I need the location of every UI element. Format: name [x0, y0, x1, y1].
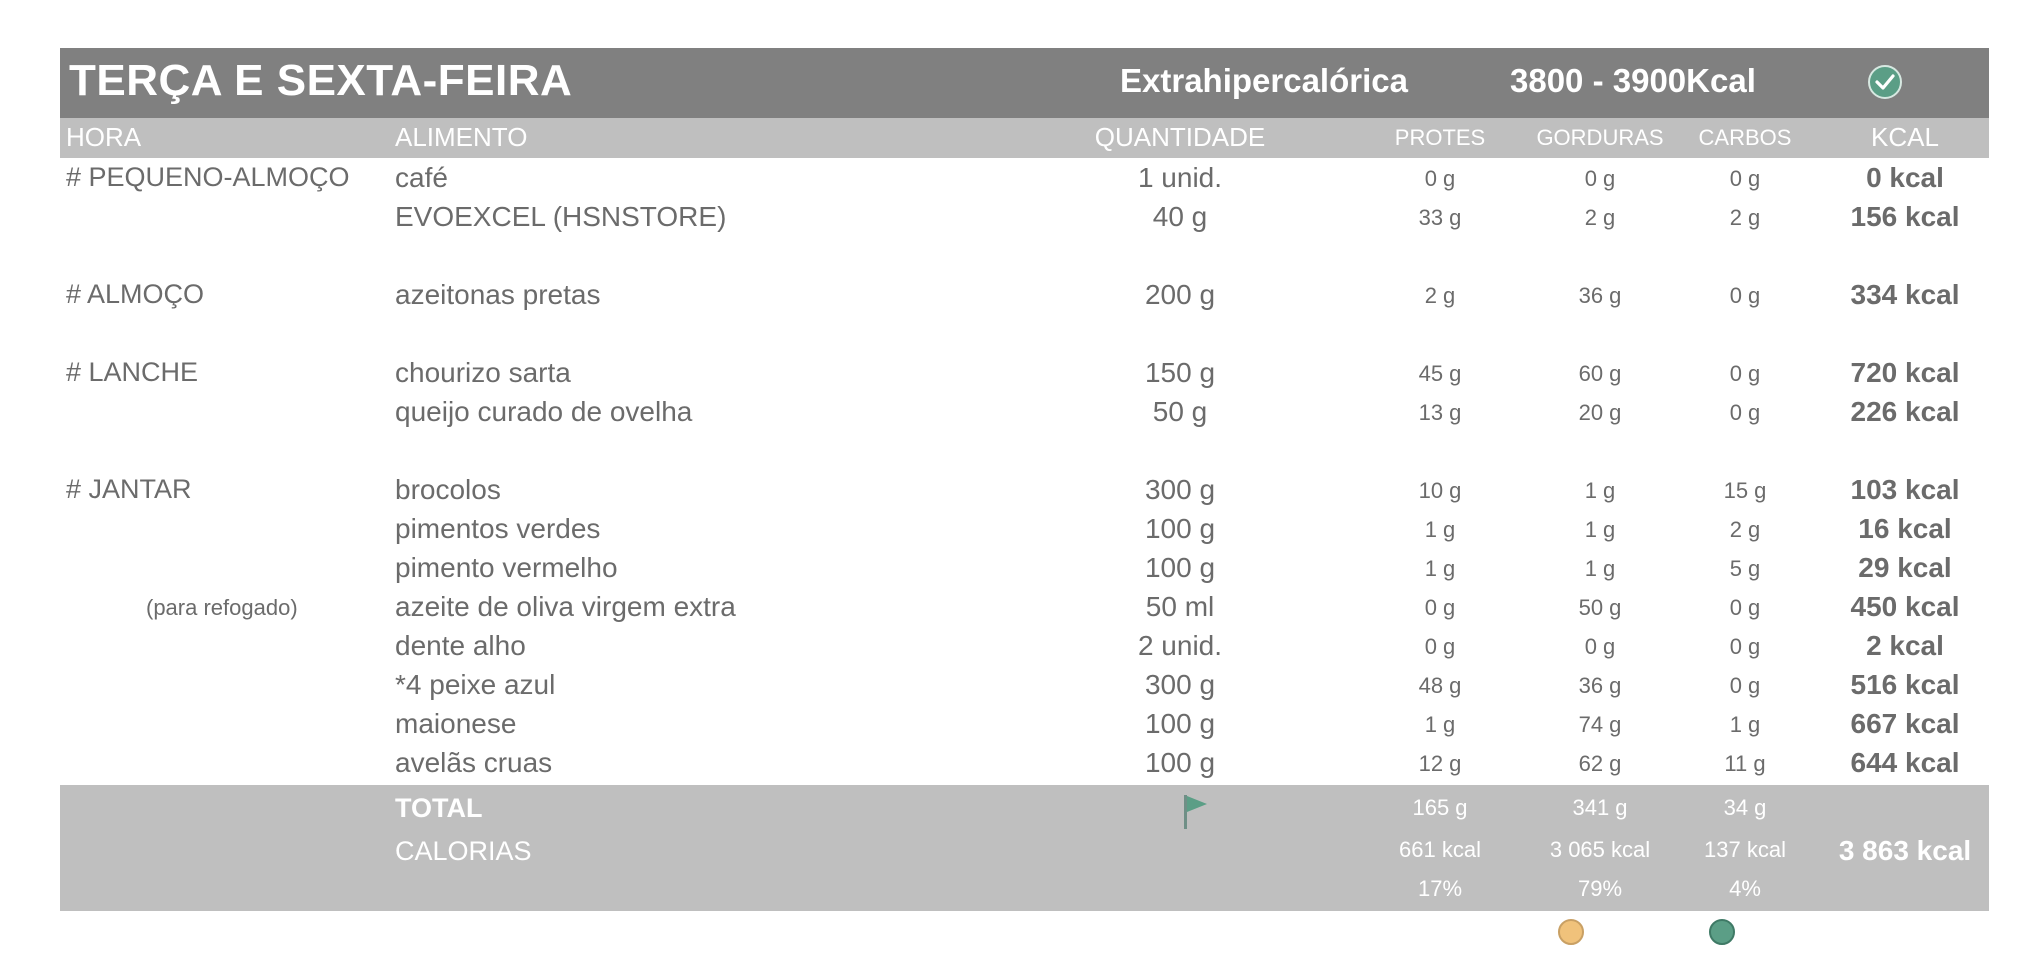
total-protes-g: 165 g [1412, 795, 1468, 820]
food-kcal: 516 kcal [1850, 669, 1960, 700]
total-label: TOTAL [395, 793, 483, 823]
header-quantidade: QUANTIDADE [1094, 122, 1266, 152]
food-kcal: 720 kcal [1850, 357, 1960, 388]
food-gorduras: 1 g [1584, 517, 1616, 542]
food-gorduras: 1 g [1584, 478, 1616, 503]
table-row [60, 392, 1989, 431]
meal-spacer [60, 236, 1989, 275]
food-protes: 2 g [1424, 283, 1456, 308]
food-protes: 12 g [1418, 751, 1462, 776]
food-carbos: 0 g [1729, 595, 1761, 620]
table-row [60, 548, 1989, 587]
gorduras-indicator-dot [1558, 919, 1584, 945]
table-row [60, 626, 1989, 665]
food-kcal: 156 kcal [1850, 201, 1960, 232]
food-protes: 45 g [1418, 361, 1462, 386]
food-quantity: 1 unid. [1137, 162, 1223, 193]
food-name: *4 peixe azul [395, 669, 556, 700]
food-kcal: 0 kcal [1866, 162, 1944, 193]
food-gorduras: 1 g [1584, 556, 1616, 581]
food-carbos: 11 g [1724, 751, 1766, 776]
food-kcal: 16 kcal [1858, 513, 1952, 544]
food-name: dente alho [395, 630, 526, 661]
food-carbos: 0 g [1729, 634, 1761, 659]
food-quantity: 100 g [1144, 552, 1216, 583]
pct-carbos: 4% [1729, 876, 1761, 901]
food-gorduras: 36 g [1578, 283, 1622, 308]
meal-note: (para refogado) [146, 595, 298, 620]
food-kcal: 29 kcal [1858, 552, 1952, 583]
food-quantity: 100 g [1144, 708, 1216, 739]
food-gorduras: 50 g [1578, 595, 1622, 620]
meal-spacer [60, 431, 1989, 470]
food-name: avelãs cruas [395, 747, 553, 778]
total-protes-kcal: 661 kcal [1399, 837, 1481, 862]
food-quantity: 100 g [1144, 747, 1216, 778]
header-protes: PROTES [1394, 125, 1486, 150]
food-gorduras: 62 g [1578, 751, 1622, 776]
food-gorduras: 0 g [1584, 166, 1616, 191]
food-gorduras: 20 g [1578, 400, 1622, 425]
food-name: EVOEXCEL (HSNSTORE) [395, 201, 727, 232]
food-name: café [395, 162, 448, 193]
food-kcal: 334 kcal [1850, 279, 1960, 310]
food-kcal: 644 kcal [1850, 747, 1960, 778]
header-kcal: KCAL [1871, 122, 1939, 152]
food-quantity: 300 g [1144, 669, 1216, 700]
table-row [60, 665, 1989, 704]
food-kcal: 450 kcal [1850, 591, 1960, 622]
meal-label: # LANCHE [66, 357, 199, 387]
food-quantity: 300 g [1144, 474, 1216, 505]
meal-spacer [60, 314, 1989, 353]
table-row [60, 743, 1989, 782]
food-name: chourizo sarta [395, 357, 571, 388]
food-name: pimentos verdes [395, 513, 601, 544]
table-row [60, 509, 1989, 548]
food-gorduras: 60 g [1578, 361, 1622, 386]
header-gorduras: GORDURAS [1536, 125, 1664, 150]
food-name: azeite de oliva virgem extra [395, 591, 736, 622]
food-name: azeitonas pretas [395, 279, 601, 310]
food-quantity: 40 g [1152, 201, 1208, 232]
diet-sheet [60, 48, 1989, 911]
food-carbos: 5 g [1729, 556, 1761, 581]
pct-gorduras: 79% [1577, 876, 1623, 901]
food-protes: 1 g [1424, 517, 1456, 542]
food-protes: 0 g [1424, 166, 1456, 191]
meal-label: # JANTAR [66, 474, 192, 504]
meal-label: # ALMOÇO [66, 279, 205, 309]
food-quantity: 150 g [1144, 357, 1216, 388]
flag-icon [1182, 793, 1210, 836]
food-name: maionese [395, 708, 517, 739]
totals-block [60, 785, 1989, 911]
pct-protes: 17% [1417, 876, 1463, 901]
check-circle-icon [1868, 65, 1902, 99]
food-protes: 1 g [1424, 712, 1456, 737]
food-gorduras: 0 g [1584, 634, 1616, 659]
food-protes: 48 g [1418, 673, 1462, 698]
table-row [60, 197, 1989, 236]
food-kcal: 2 kcal [1866, 630, 1944, 661]
total-carbos-kcal: 137 kcal [1704, 837, 1786, 862]
total-kcal: 3 863 kcal [1838, 835, 1972, 866]
food-kcal: 667 kcal [1850, 708, 1960, 739]
food-carbos: 0 g [1729, 361, 1761, 386]
total-carbos-g: 34 g [1723, 795, 1767, 820]
total-gorduras-g: 341 g [1572, 795, 1628, 820]
meal-label: # PEQUENO-ALMOÇO [66, 162, 350, 192]
food-quantity: 50 ml [1145, 591, 1215, 622]
header-hora: HORA [66, 122, 142, 152]
food-gorduras: 36 g [1578, 673, 1622, 698]
food-protes: 33 g [1418, 205, 1462, 230]
food-kcal: 226 kcal [1850, 396, 1960, 427]
food-protes: 1 g [1424, 556, 1456, 581]
food-carbos: 0 g [1729, 283, 1761, 308]
header-alimento: ALIMENTO [395, 122, 528, 152]
column-headers [60, 118, 1989, 158]
diet-category: Extrahipercalórica [1120, 62, 1408, 99]
calorie-range: 3800 - 3900Kcal [1510, 62, 1756, 99]
food-protes: 0 g [1424, 595, 1456, 620]
food-quantity: 100 g [1144, 513, 1216, 544]
food-carbos: 1 g [1729, 712, 1761, 737]
calorias-label: CALORIAS [395, 836, 532, 866]
food-carbos: 2 g [1729, 517, 1761, 542]
food-quantity: 2 unid. [1137, 630, 1223, 661]
food-table [60, 158, 1989, 782]
table-row [60, 158, 1989, 197]
total-gorduras-kcal: 3 065 kcal [1549, 837, 1651, 862]
food-protes: 13 g [1418, 400, 1462, 425]
food-carbos: 15 g [1723, 478, 1767, 503]
title-bar [60, 48, 1989, 118]
carbos-indicator-dot [1709, 919, 1735, 945]
food-carbos: 2 g [1729, 205, 1761, 230]
table-row [60, 353, 1989, 392]
food-name: brocolos [395, 474, 501, 505]
food-protes: 0 g [1424, 634, 1456, 659]
food-carbos: 0 g [1729, 673, 1761, 698]
header-carbos: CARBOS [1698, 125, 1792, 150]
food-carbos: 0 g [1729, 166, 1761, 191]
page-title: TERÇA E SEXTA-FEIRA [69, 56, 573, 105]
food-name: queijo curado de ovelha [395, 396, 693, 427]
food-gorduras: 74 g [1578, 712, 1622, 737]
food-protes: 10 g [1418, 478, 1462, 503]
food-gorduras: 2 g [1584, 205, 1616, 230]
food-quantity: 50 g [1152, 396, 1208, 427]
food-quantity: 200 g [1144, 279, 1216, 310]
table-row [60, 704, 1989, 743]
food-name: pimento vermelho [395, 552, 618, 583]
food-carbos: 0 g [1729, 400, 1761, 425]
table-row [60, 587, 1989, 626]
table-row [60, 470, 1989, 509]
table-row [60, 275, 1989, 314]
food-kcal: 103 kcal [1850, 474, 1960, 505]
